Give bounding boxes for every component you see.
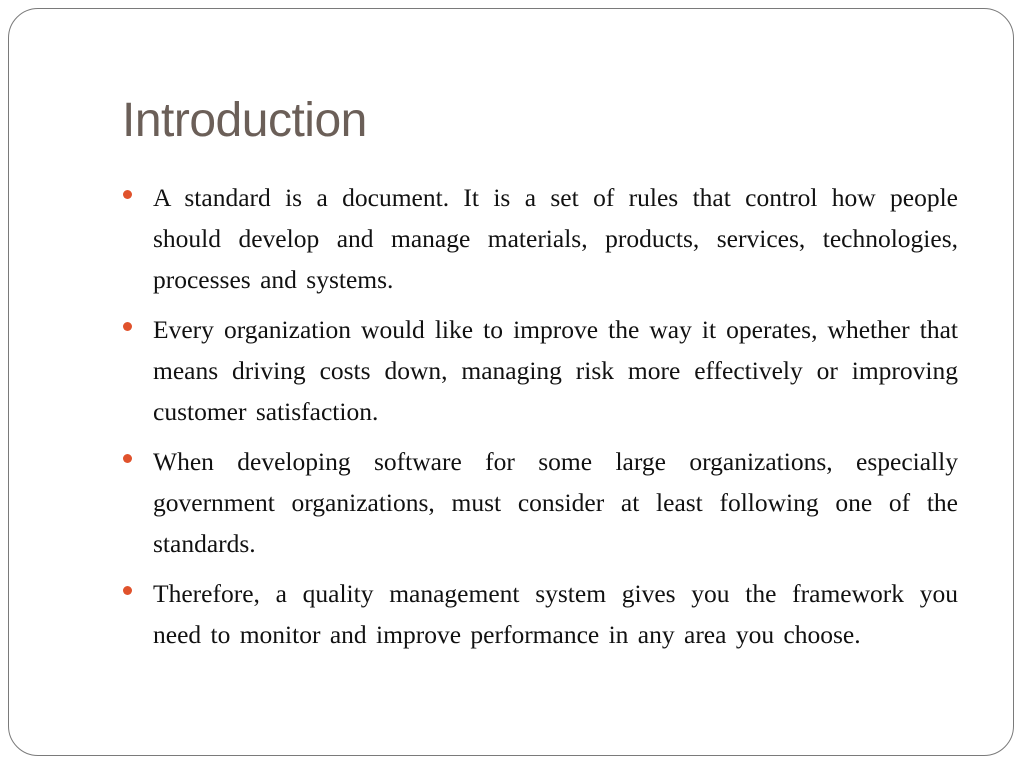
bullet-dot-icon: [123, 322, 132, 331]
bullet-text: A standard is a document. It is a set of rules that control how people should develop and manage materials, products, services, technologies, processes and systems.: [153, 183, 958, 294]
bullet-dot-icon: [123, 586, 132, 595]
bullet-item: [123, 177, 958, 300]
bullet-text: Every organization would like to improve the way it operates, whether that means driving costs down, managing risk more effectively or improving customer satisfaction.: [153, 315, 958, 426]
bullet-dot-icon: [123, 190, 132, 199]
bullet-text: Therefore, a quality management system gives you the framework you need to monitor and improve performance in any area you choose.: [153, 579, 958, 649]
bullet-item: [123, 573, 958, 655]
bullet-item: [123, 309, 958, 432]
bullet-item: [123, 441, 958, 564]
slide-title: Introduction: [122, 94, 367, 147]
bullet-text: When developing software for some large organizations, especially government organizations, must consider at least following one of the standards.: [153, 447, 958, 558]
bullet-dot-icon: [123, 454, 132, 463]
slide-frame: [8, 8, 1014, 756]
bullet-list: [123, 177, 958, 664]
